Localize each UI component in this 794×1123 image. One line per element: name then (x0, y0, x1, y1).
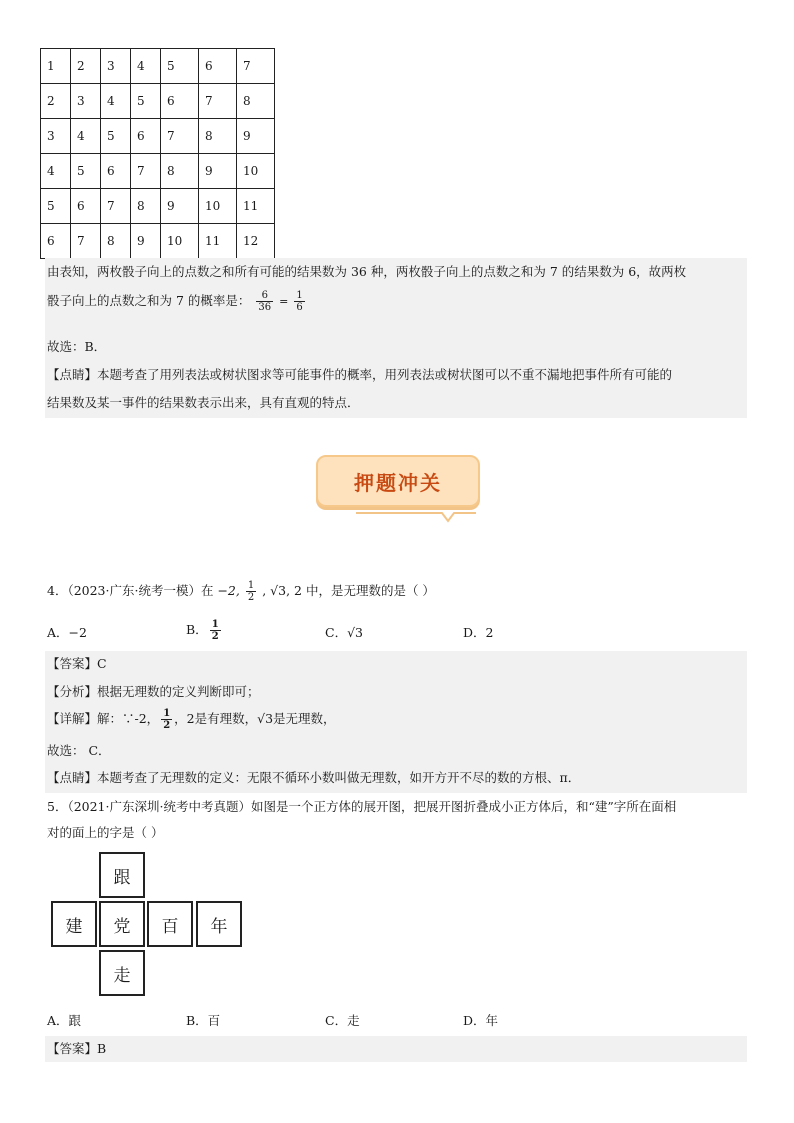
q3-explain-prefix: 骰子向上的点数之和为 7 的概率是： (47, 293, 251, 308)
table-cell: 7 (199, 84, 237, 119)
table-cell: 5 (101, 119, 131, 154)
q4-detail-num: 1 (163, 708, 171, 719)
net-face-bottom: 走 (99, 950, 145, 996)
table-cell: 3 (101, 49, 131, 84)
q5-option-d[interactable]: D．年 (463, 1013, 499, 1028)
q3-fraction-1-6 (294, 290, 304, 313)
table-row (41, 224, 275, 259)
table-cell: 12 (237, 224, 275, 259)
q4-comment: 【点睛】本题考查了无理数的定义：无限不循环小数叫做无理数，如开方开不尽的数的方根、π． (47, 770, 581, 785)
q4-option-b[interactable] (186, 619, 223, 642)
q4-answer: 【答案】C (47, 656, 107, 671)
table-cell: 8 (237, 84, 275, 119)
q4-option-a[interactable]: A．−2 (47, 625, 87, 640)
net-face-top: 跟 (99, 852, 145, 898)
q3-choose: 故选：B． (47, 339, 107, 354)
table-row (41, 119, 275, 154)
q4-option-c[interactable]: C．√3 (325, 625, 363, 640)
q3-comment-line2: 结果数及某一事件的结果数表示出来，具有直观的特点． (47, 395, 360, 410)
q5-option-a[interactable]: A．跟 (47, 1013, 82, 1028)
table-cell: 8 (199, 119, 237, 154)
q3-fraction-6-36 (256, 290, 273, 313)
table-cell: 3 (71, 84, 101, 119)
table-cell: 6 (71, 189, 101, 224)
table-cell: 10 (161, 224, 199, 259)
table-cell: 7 (101, 189, 131, 224)
q4-stem (47, 580, 747, 603)
table-cell: 6 (131, 119, 161, 154)
q3-frac2-den: 6 (296, 302, 303, 313)
q4-stem-frac-den: 2 (247, 592, 255, 603)
q3-frac1-den: 36 (258, 302, 272, 313)
q4-detail-prefix: 【详解】解：∵-2， (47, 711, 160, 726)
sum-table (40, 48, 275, 259)
table-cell: 6 (101, 154, 131, 189)
q4-analysis: 【分析】根据无理数的定义判断即可； (47, 684, 260, 699)
table-row (41, 154, 275, 189)
q5-stem-line1: 5．（2021·广东深圳·统考中考真题）如图是一个正方体的展开图，把展开图折叠成小正方体后，和“建”字所在面相 (47, 799, 677, 814)
q4-stem-frac-num: 1 (247, 580, 255, 591)
table-cell: 5 (131, 84, 161, 119)
q4-detail-suffix: ，2是有理数，√3是无理数， (174, 711, 336, 726)
q4-stem-items-b: , √3, 2 (262, 583, 302, 598)
table-cell: 10 (237, 154, 275, 189)
table-cell: 4 (41, 154, 71, 189)
table-cell: 11 (237, 189, 275, 224)
table-cell: 5 (41, 189, 71, 224)
q4-detail-den: 2 (163, 720, 171, 731)
q4-choose: 故选： C． (47, 743, 111, 758)
table-cell: 3 (41, 119, 71, 154)
table-cell: 8 (101, 224, 131, 259)
q5-answer: 【答案】B (47, 1041, 107, 1056)
table-cell: 7 (237, 49, 275, 84)
table-cell: 8 (161, 154, 199, 189)
section-banner (316, 455, 480, 507)
q4-stem-items-a: −2, (217, 583, 240, 598)
table-cell: 7 (71, 224, 101, 259)
table-cell: 2 (41, 84, 71, 119)
q4-option-b-fraction (210, 619, 221, 642)
banner-title: 押题冲关 (354, 470, 442, 495)
net-face-right2: 年 (196, 901, 242, 947)
table-cell: 5 (161, 49, 199, 84)
table-cell: 6 (199, 49, 237, 84)
table-cell: 1 (41, 49, 71, 84)
q5-stem-line2: 对的面上的字是（ ） (47, 825, 164, 840)
q3-comment-line1: 【点睛】本题考查了用列表法或树状图求等可能事件的概率，用列表法或树状图可以不重不漏地把事件所有可能的 (47, 367, 673, 382)
q3-explain-line2 (47, 290, 747, 313)
table-cell: 7 (161, 119, 199, 154)
table-cell: 10 (199, 189, 237, 224)
table-cell: 9 (199, 154, 237, 189)
q3-equals: = (279, 295, 289, 308)
table-cell: 4 (101, 84, 131, 119)
table-row (41, 84, 275, 119)
net-face-center: 党 (99, 901, 145, 947)
q4-detail (47, 708, 747, 731)
table-cell: 6 (41, 224, 71, 259)
q4-stem-prefix: 4．（2023·广东·统考一模）在 (47, 583, 214, 598)
q4-option-b-label: B． (186, 622, 208, 637)
table-cell: 2 (71, 49, 101, 84)
table-row (41, 49, 275, 84)
q4-option-b-num: 1 (211, 619, 219, 630)
table-cell: 9 (237, 119, 275, 154)
q4-option-d[interactable]: D．2 (463, 625, 494, 640)
q4-option-b-den: 2 (211, 631, 219, 642)
table-cell: 5 (71, 154, 101, 189)
table-cell: 4 (131, 49, 161, 84)
q4-detail-fraction (161, 708, 172, 731)
table-cell: 9 (161, 189, 199, 224)
banner-underline (356, 509, 476, 523)
q4-stem-fraction (246, 580, 256, 603)
table-cell: 8 (131, 189, 161, 224)
q5-option-b[interactable]: B．百 (186, 1013, 221, 1028)
table-cell: 9 (131, 224, 161, 259)
q3-frac1-num: 6 (256, 290, 273, 302)
q3-frac2-num: 1 (296, 290, 303, 301)
table-cell: 6 (161, 84, 199, 119)
q3-explain-line1: 由表知，两枚骰子向上的点数之和所有可能的结果数为 36 种，两枚骰子向上的点数之和为 7 的结果数为 6，故两枚 (47, 264, 687, 279)
net-face-right1: 百 (147, 901, 193, 947)
table-row (41, 189, 275, 224)
q5-option-c[interactable]: C．走 (325, 1013, 360, 1028)
q4-stem-suffix: 中，是无理数的是（ ） (305, 583, 435, 598)
table-cell: 11 (199, 224, 237, 259)
net-face-left: 建 (51, 901, 97, 947)
table-cell: 4 (71, 119, 101, 154)
table-cell: 7 (131, 154, 161, 189)
